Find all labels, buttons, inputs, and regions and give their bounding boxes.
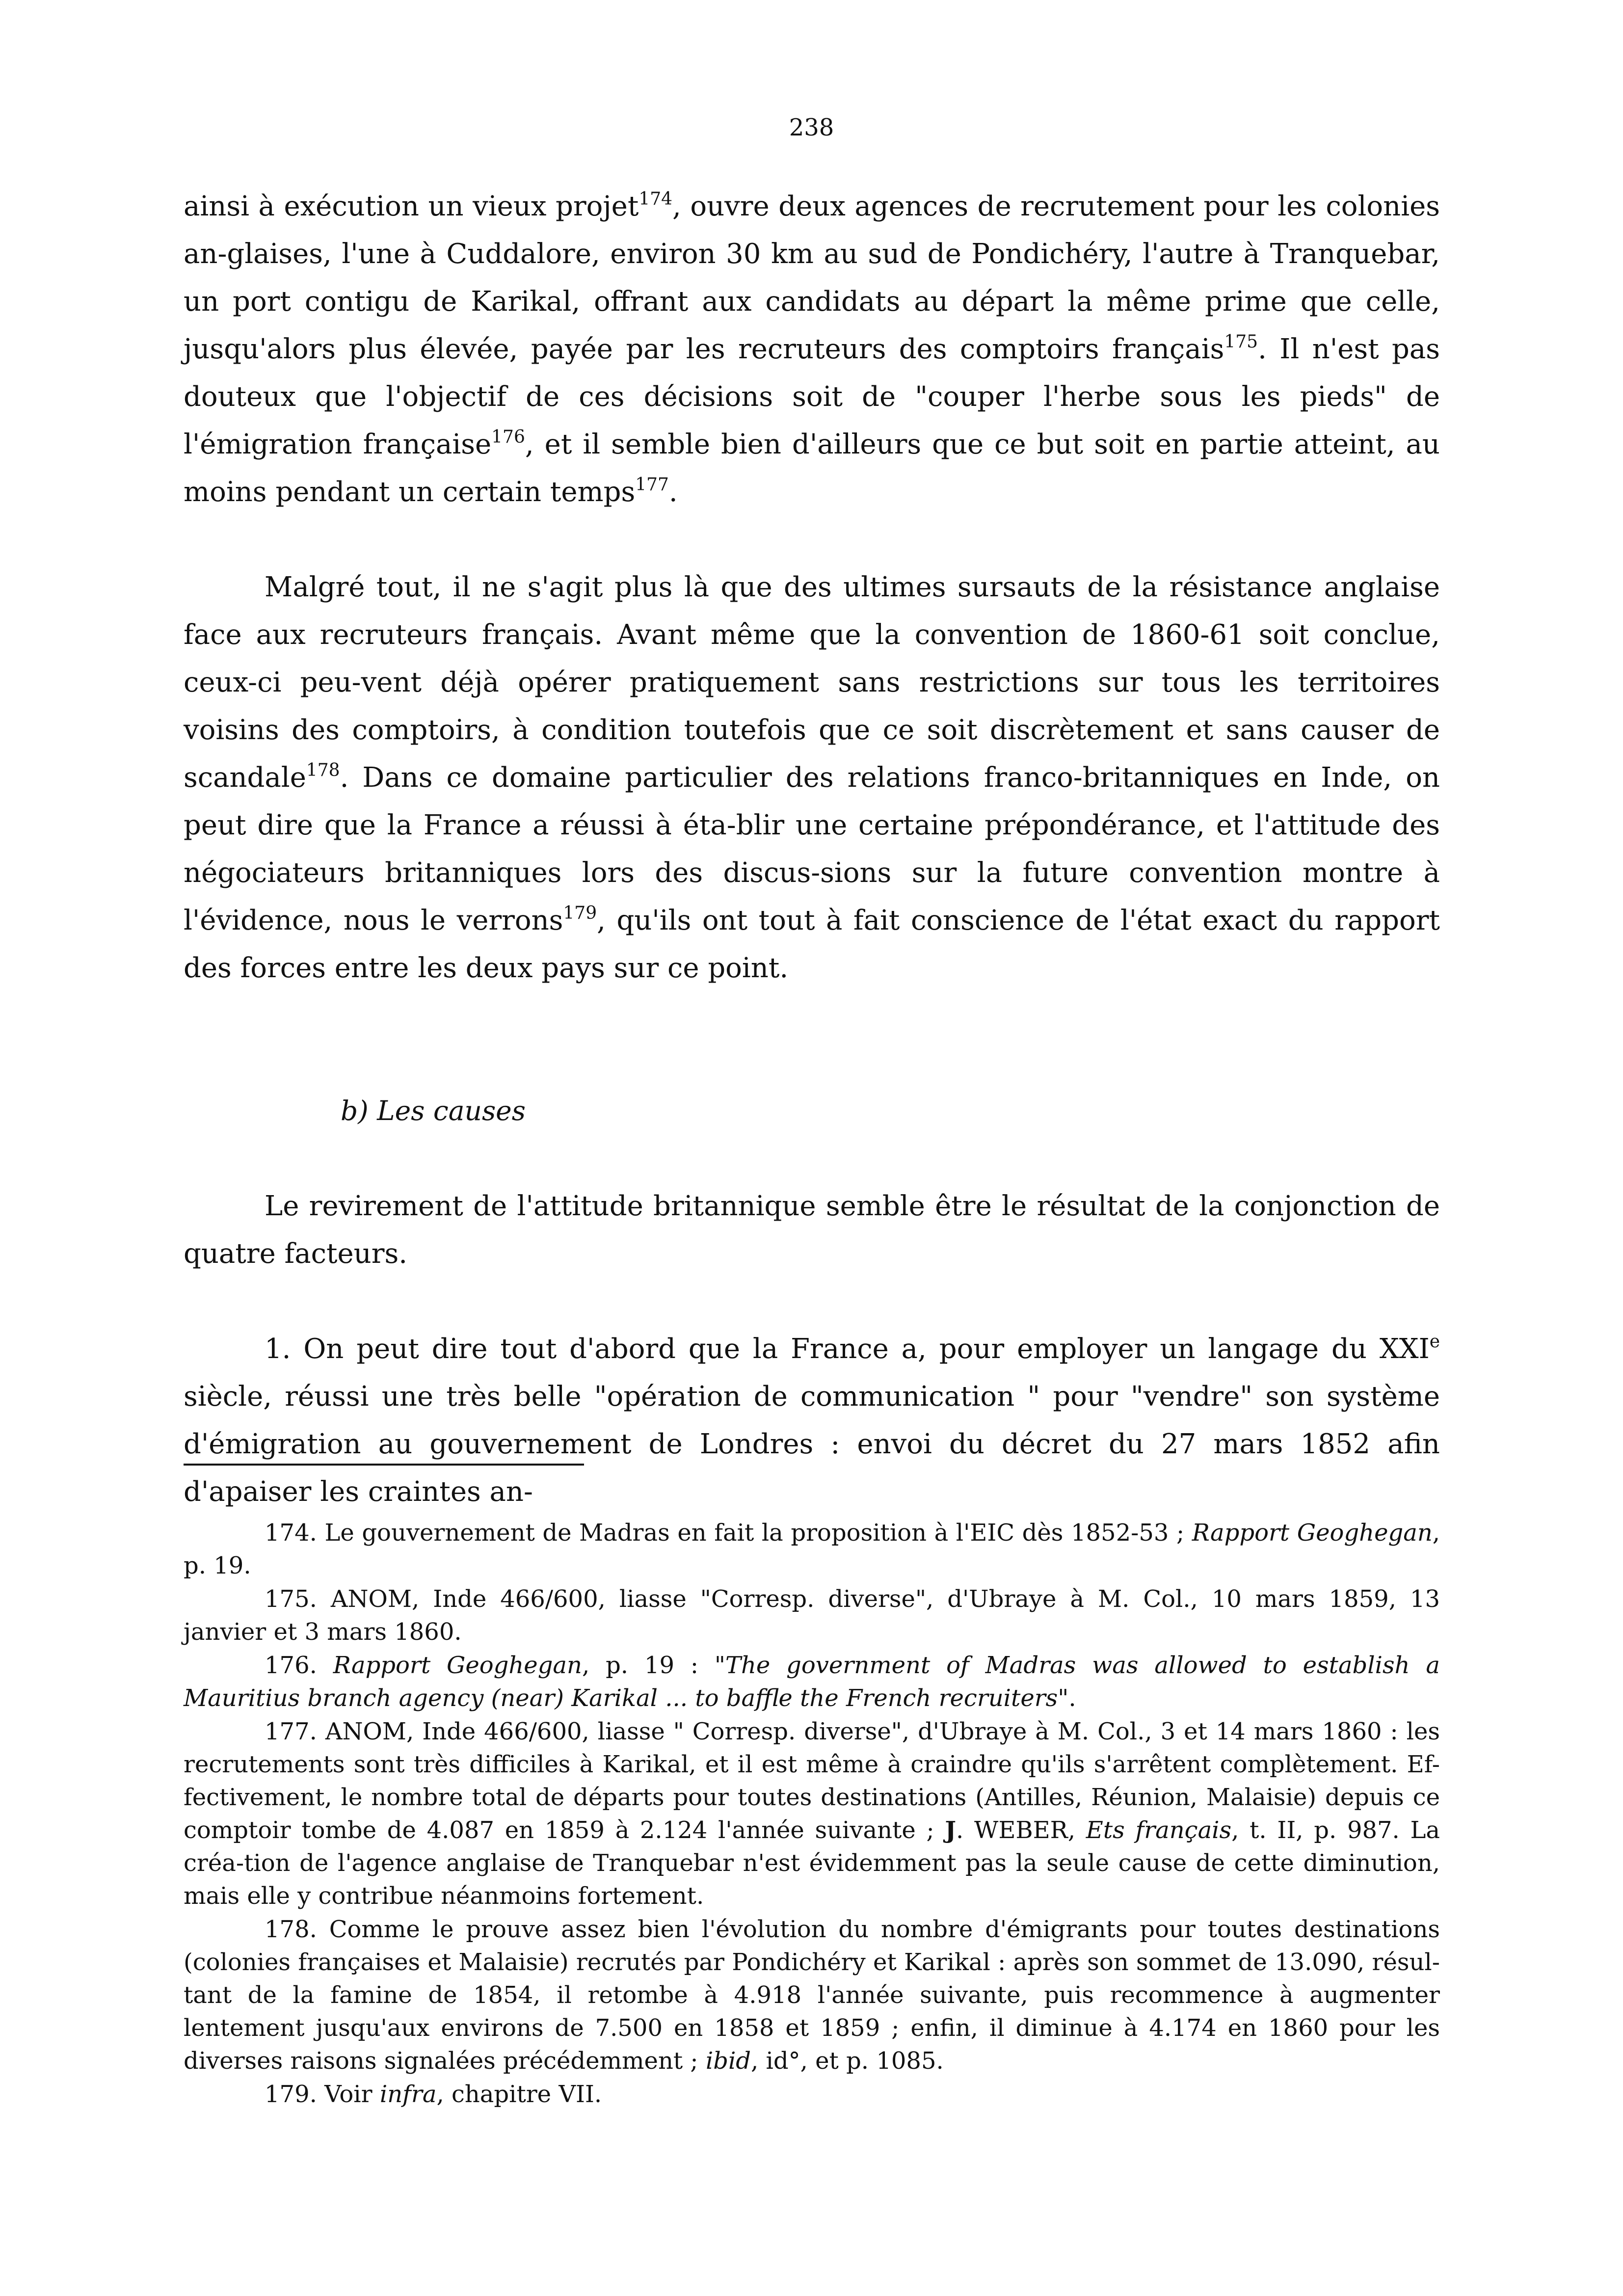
footnote-text: ". [1058,1684,1076,1712]
paragraph-1 [184,183,1440,516]
footnote-italic: infra [379,2081,437,2108]
footnote-179 [184,2078,1440,2111]
footnote-text: 178. Comme le prouve assez bien l'évolution du nombre d'émigrants pour toutes destinations (colonies françaises et Malaisie) recrutés par Pondichéry et Karikal : après son sommet de 13.090, résul-tant de la famine de 1854, il retombe à 4.918 l'année suivante, puis recommence à augmenter lentement jusqu'aux environs de 7.500 en 1858 et 1859 ; enfin, il diminue à 4.174 en 1860 pour les diverses raisons signalées précédemment ; [184,1916,1440,2075]
footnote-text: 179. Voir [265,2081,380,2108]
footnote-178 [184,1913,1440,2078]
body-text [184,183,1440,1516]
footnote-ref-178: 178 [306,760,340,780]
footnote-ref-179: 179 [563,903,597,923]
paragraph-4 [184,1325,1440,1516]
footnote-ref-177: 177 [635,475,669,495]
footnote-italic: Rapport Geoghegan [333,1652,582,1679]
footnote-text: 174. Le gouvernement de Madras en fait la proposition à l'EIC dès 1852-53 ; [265,1519,1192,1547]
paragraph-text: . [668,476,678,508]
footnote-italic: Rapport Geoghegan [1192,1519,1433,1547]
paragraph-text: . Dans ce domaine particulier des relations franco-britanniques en Inde, on peut dire que la France a réussi à éta-blir une certaine prépondérance, et l'attitude des négociateurs britanniques lors des discus-sions sur la future convention montre à l'évidence, nous le verrons [184,762,1440,936]
footnote-bold: J [945,1816,957,1844]
footnotes [184,1517,1440,2111]
page-number: 238 [789,114,834,141]
paragraph-text: , et il semble bien d'ailleurs que ce but soit en partie atteint, au moins pendant un certain temps [184,428,1440,508]
paragraph-text: ainsi à exécution un vieux projet [184,190,639,222]
footnote-ref-174: 174 [639,189,673,209]
footnote-divider [184,1464,584,1466]
footnote-italic: ibid [705,2047,751,2075]
paragraph-text: , ouvre deux agences de recrutement pour les colonies an-glaises, l'une à Cuddalore, environ 30 km au sud de Pondichéry, l'autre à Tranquebar, un port contigu de Karikal, offrant aux candidats au départ la même prime que celle, jusqu'alors plus élevée, payée par les recruteurs des comptoirs français [184,190,1440,365]
paragraph-text: , qu'ils ont tout à fait conscience de l'état exact du rapport des forces entre les deux pays sur ce point. [184,905,1440,984]
footnote-175: 175. ANOM, Inde 466/600, liasse "Corresp. diverse", d'Ubraye à M. Col., 10 mars 1859, 13 janvier et 3 mars 1860. [184,1585,1440,1646]
footnote-174 [184,1517,1440,1582]
footnote-text: , p. 19 : " [582,1652,725,1679]
paragraph-text: Malgré tout, il ne s'agit plus là que des ultimes sursauts de la résistance anglaise face aux recruteurs français. Avant même que la convention de 1860-61 soit conclue, ceux-ci peu-vent déjà opérer pratiquement sans restrictions sur tous les territoires voisins des comptoirs, à condition toutefois que ce soit discrètement et sans causer de scandale [184,571,1440,794]
footnote-text: . WEBER, [956,1816,1086,1844]
footnote-ref-175: 175 [1224,332,1258,352]
paragraph-text: 1. On peut dire tout d'abord que la France a, pour employer un langage du XXI [265,1333,1430,1365]
section-heading: b) Les causes [341,1095,526,1126]
footnote-text: , p. 19. [184,1519,1440,1579]
footnote-176 [184,1649,1440,1715]
footnote-text: 177. ANOM, Inde 466/600, liasse " Corresp. diverse", d'Ubraye à M. Col., 3 et 14 mars 1860 : les recrutements sont très difficiles à Karikal, et il est même à craindre qu'ils s'arrêtent complètement. Ef-fectivement, le nombre total de départs pour toutes destinations (Antilles, Réunion, Malaisie) depuis ce comptoir tombe de 4.087 en 1859 à 2.124 l'année suivante ; [184,1718,1440,1844]
footnote-text: , chapitre VII. [436,2081,602,2108]
footnote-italic: The government of Madras was allowed to establish a Mauritius branch agency (near) Karikal ... to baffle the French recruiters [184,1652,1440,1712]
paragraph-text: . Il n'est pas douteux que l'objectif de ces décisions soit de "couper l'herbe sous les pieds" de l'émigration française [184,333,1440,460]
footnote-italic: Ets français [1086,1816,1232,1844]
footnote-text: , t. II, p. 987. La créa-tion de l'agence anglaise de Tranquebar n'est évidemment pas la seule cause de cette diminution, mais elle y contribue néanmoins fortement. [184,1816,1440,1910]
footnote-text: , id°, et p. 1085. [751,2047,944,2075]
century-superscript: e [1429,1332,1440,1352]
paragraph-3: Le revirement de l'attitude britannique semble être le résultat de la conjonction de quatre facteurs. [184,1190,1440,1270]
footnote-177 [184,1715,1440,1913]
footnote-text: 176. [265,1652,333,1679]
paragraph-2 [184,563,1440,992]
paragraph-text: siècle, réussi une très belle "opération de communication " pour "vendre" son système d'émigration au gouvernement de Londres : envoi du décret du 27 mars 1852 afin d'apaiser les craintes an- [184,1381,1440,1508]
footnote-ref-176: 176 [491,427,525,447]
